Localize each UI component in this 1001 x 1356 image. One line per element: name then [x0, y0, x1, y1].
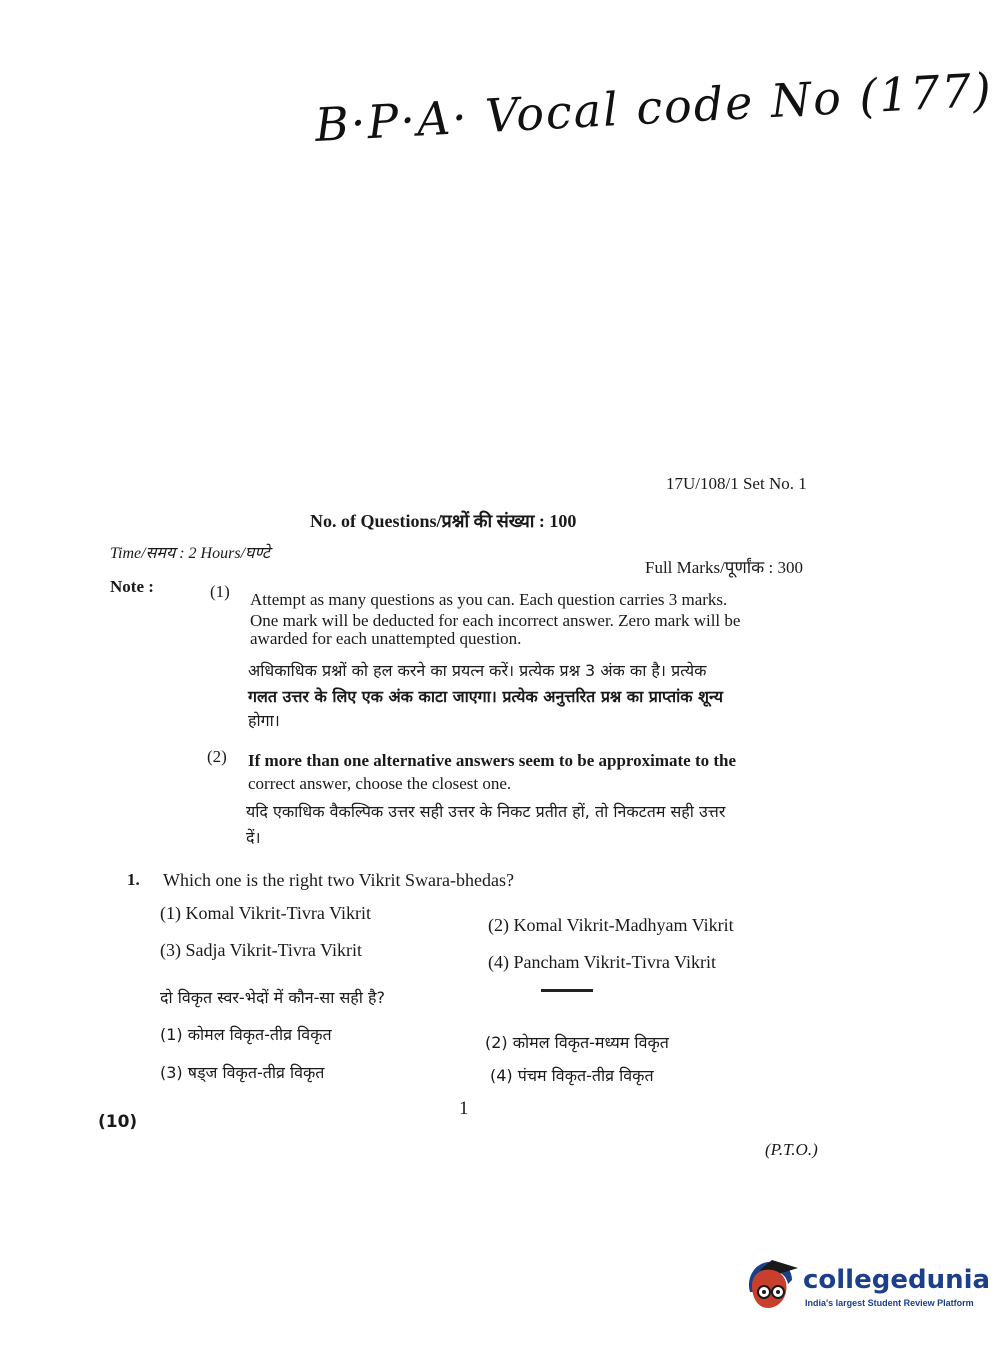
num-questions: No. of Questions/प्रश्नों की संख्या : 100	[310, 511, 577, 531]
note-label: Note :	[110, 577, 154, 596]
question-1-option-1-hi: (1) कोमल विकृत-तीव्र विकृत	[160, 1025, 332, 1044]
note-1-hi-line-1: अधिकाधिक प्रश्नों को हल करने का प्रयत्न करें। प्रत्येक प्रश्न 3 अंक का है। प्रत्येक	[248, 661, 707, 680]
question-1-option-4-en: (4) Pancham Vikrit-Tivra Vikrit	[488, 952, 716, 972]
note-2-en-line-1: If more than one alternative answers seem to be approximate to the	[248, 751, 737, 770]
note-1-en-line-1: Attempt as many questions as you can. Each question carries 3 marks.	[250, 590, 728, 609]
note-2-en-line-2: correct answer, choose the closest one.	[248, 774, 512, 793]
question-1-text-en: Which one is the right two Vikrit Swara-bhedas?	[163, 870, 514, 890]
watermark-tagline: India's largest Student Review Platform	[805, 1298, 974, 1308]
question-1-option-1-en: (1) Komal Vikrit-Tivra Vikrit	[160, 903, 371, 923]
note-2-hi-line-2: दें।	[246, 828, 261, 847]
note-1-en-line-2: One mark will be deducted for each incorrect answer. Zero mark will be	[250, 611, 741, 630]
paper-code: 17U/108/1 Set No. 1	[666, 474, 807, 493]
scribble-mark	[541, 989, 593, 992]
note-1-hi-line-3: होगा।	[248, 711, 280, 730]
question-1-option-2-en: (2) Komal Vikrit-Madhyam Vikrit	[488, 915, 734, 935]
copies-count: (10)	[98, 1112, 138, 1132]
question-1-option-4-hi: (4) पंचम विकृत-तीव्र विकृत	[490, 1066, 654, 1085]
pto-label: (P.T.O.)	[765, 1140, 818, 1159]
time-label: Time/समय : 2 Hours/घण्टे	[110, 545, 270, 562]
note-1-en-line-3: awarded for each unattempted question.	[250, 629, 522, 648]
note-1-hi-line-2: गलत उत्तर के लिए एक अंक काटा जाएगा। प्रत्येक अनुत्तरित प्रश्न का प्राप्तांक शून्य	[248, 687, 723, 706]
question-1-option-2-hi: (2) कोमल विकृत-मध्यम विकृत	[485, 1033, 669, 1052]
collegedunia-logo-icon	[742, 1254, 802, 1314]
watermark-name: collegedunia	[803, 1265, 991, 1295]
note-1-number: (1)	[210, 582, 230, 601]
question-1-option-3-hi: (3) षड्ज विकृत-तीव्र विकृत	[160, 1063, 325, 1082]
question-1-option-3-en: (3) Sadja Vikrit-Tivra Vikrit	[160, 940, 362, 960]
note-2-number: (2)	[207, 747, 227, 766]
question-1-number: 1.	[127, 870, 140, 889]
handwritten-title: B·P·A· Vocal code No (177)	[313, 62, 995, 152]
note-2-hi-line-1: यदि एकाधिक वैकल्पिक उत्तर सही उत्तर के निकट प्रतीत हों, तो निकटतम सही उत्तर	[246, 802, 726, 821]
page-number: 1	[459, 1098, 469, 1119]
full-marks: Full Marks/पूर्णांक : 300	[645, 558, 803, 577]
question-1-text-hi: दो विकृत स्वर-भेदों में कौन-सा सही है?	[160, 988, 385, 1007]
